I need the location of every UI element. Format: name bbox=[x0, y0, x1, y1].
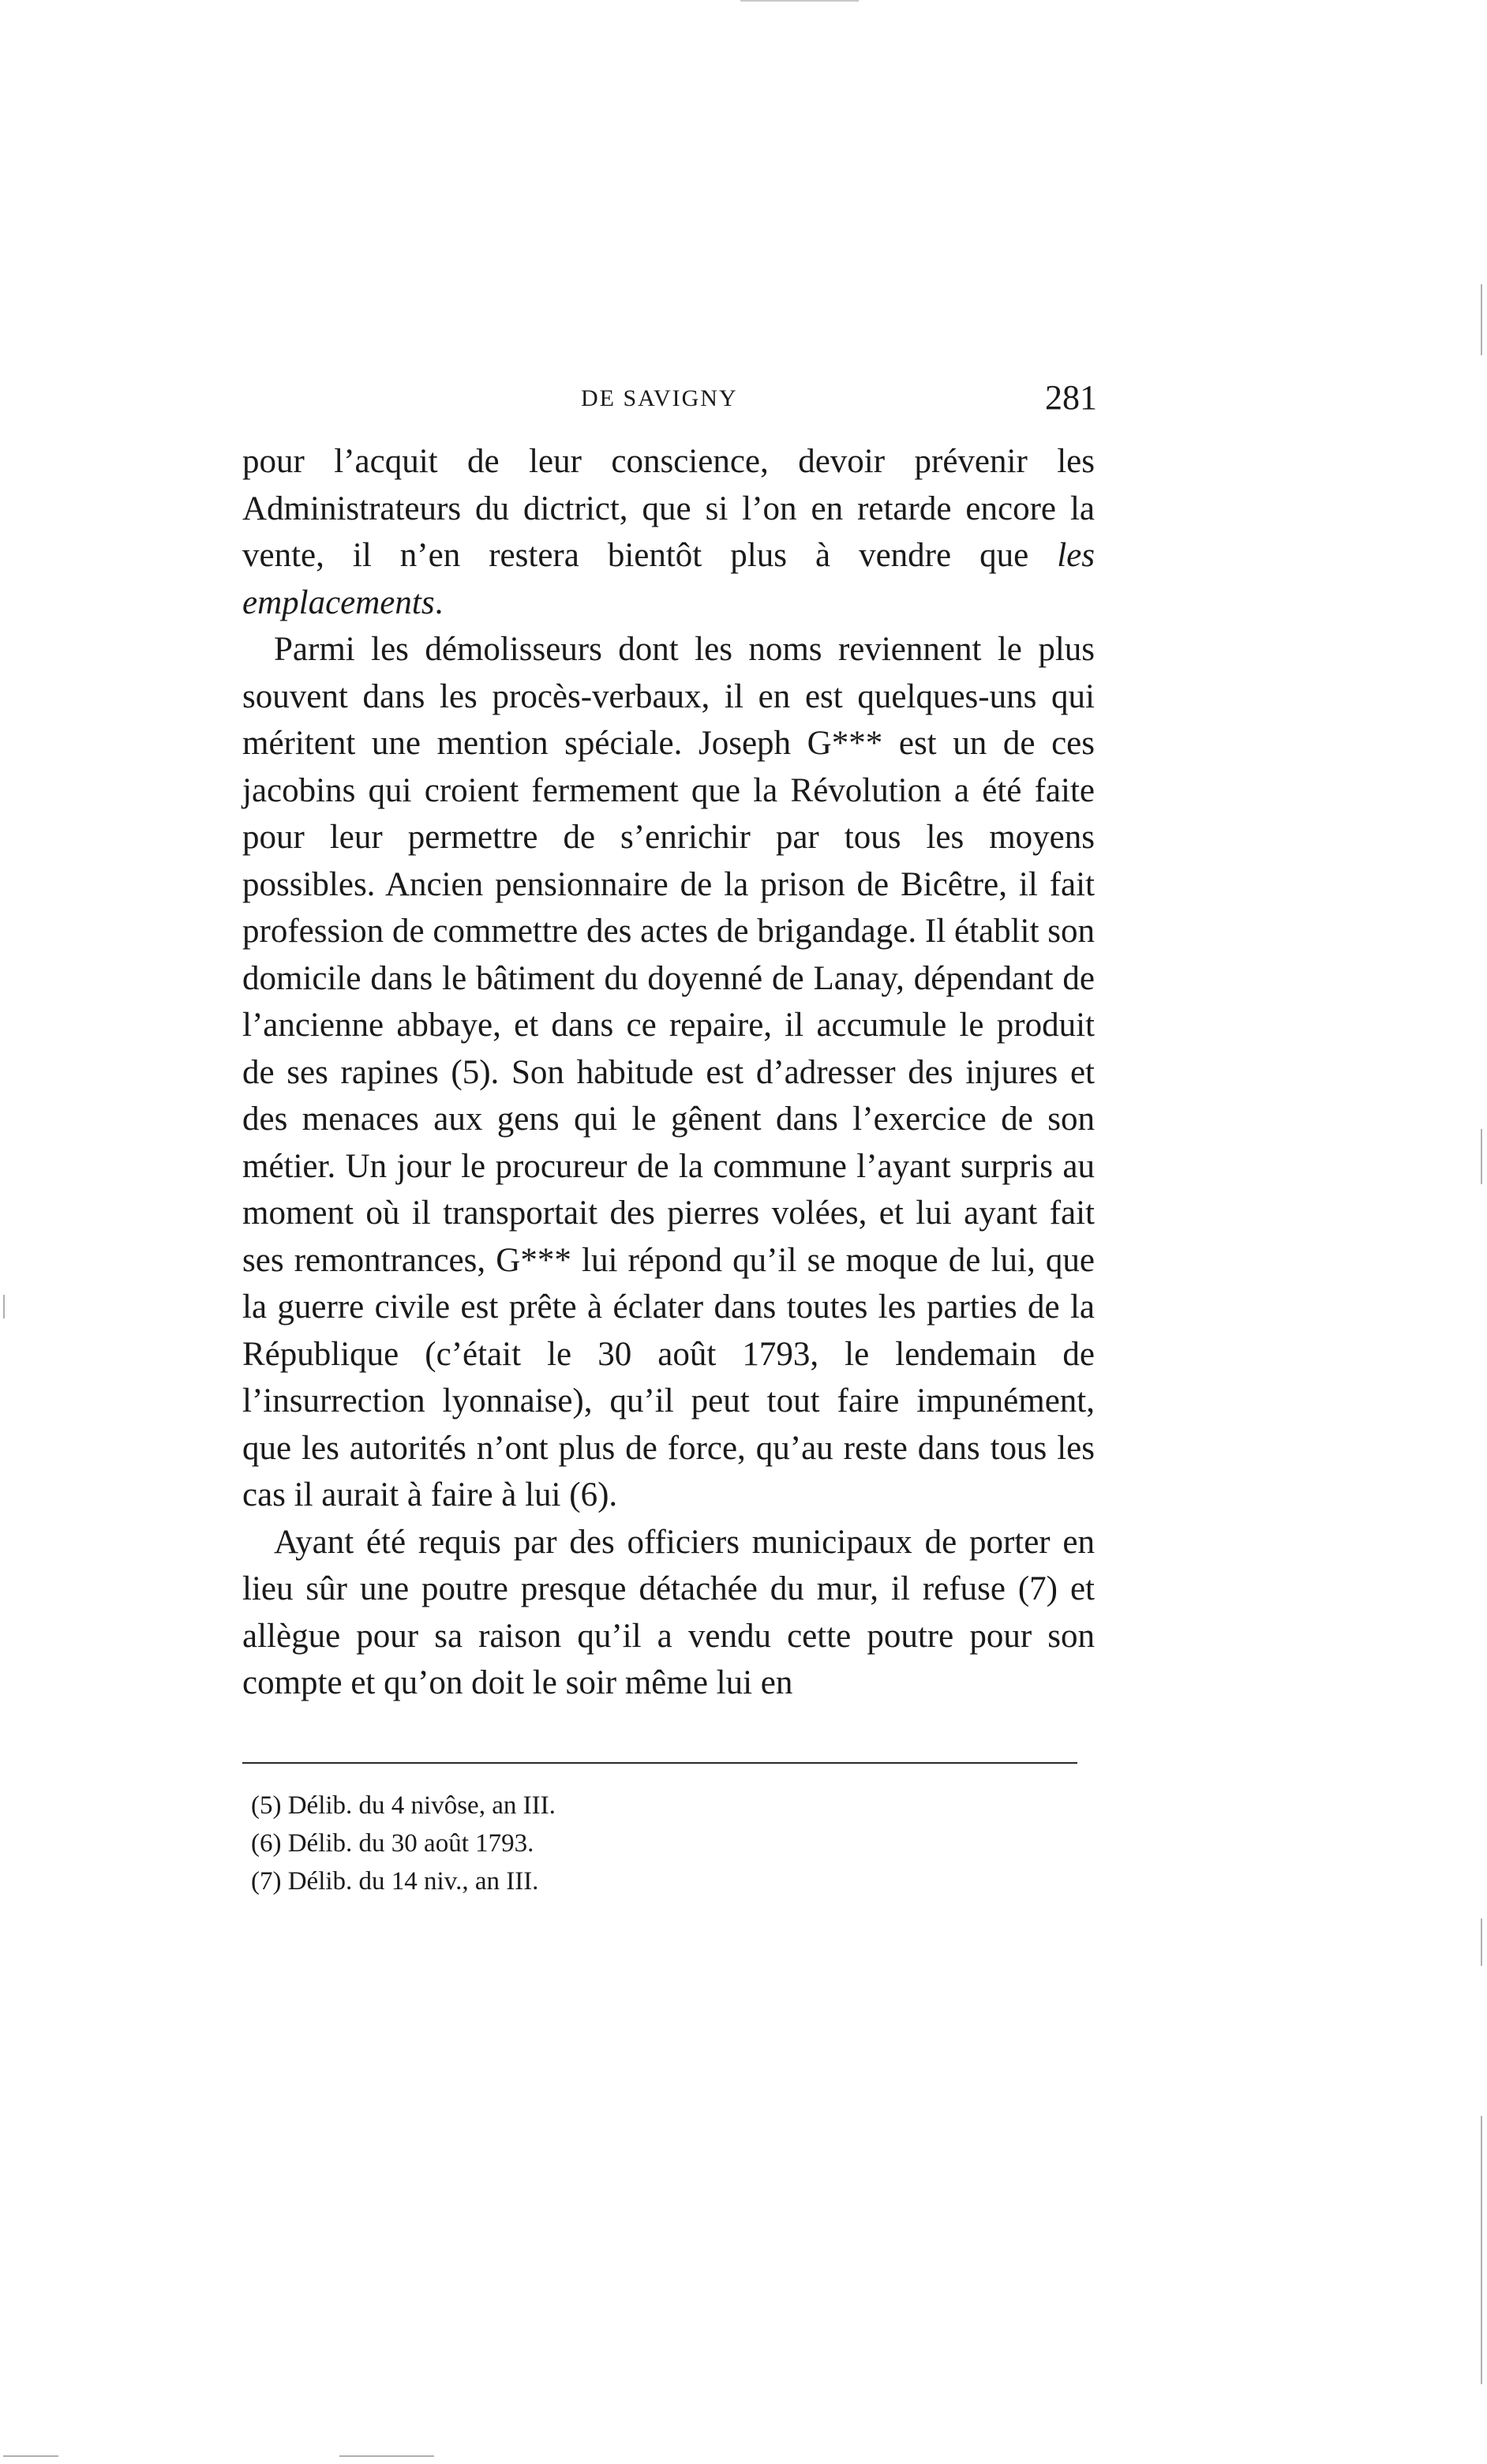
paragraph-2: Parmi les démolisseurs dont les noms reviennent le plus souvent dans les procès-verbaux, il en est quelques-uns qui méritent une mention spéciale. Joseph G*** est un de ces jacobins qui croient fermement que la Révolution a été faite pour leur permettre de s’enrichir par tous les moyens possibles. Ancien pensionnaire de la prison de Bicêtre, il fait profession de commettre des actes de brigandage. Il établit son domicile dans le bâtiment du doyenné de Lanay, dépendant de l’ancienne abbaye, et dans ce repaire, il accumule le produit de ses rapines (5). Son habitude est d’adresser des injures et des menaces aux gens qui le gênent dans l’exercice de son métier. Un jour le procureur de la commune l’ayant surpris au moment où il transportait des pierres volées, et lui ayant fait ses remontrances, G*** lui répond qu’il se moque de lui, que la guerre civile est prête à éclater dans toutes les parties de la République (c’était le 30 août 1793, le lendemain de l’insurrection lyonnaise), qu’il peut tout faire impunément, que les autorités n’ont plus de force, qu’au reste dans tous les cas il aurait à faire à lui (6). bbox=[242, 631, 1095, 1513]
scan-edge-mark bbox=[1481, 2116, 1482, 2384]
paragraph-3: Ayant été requis par des officiers municipaux de porter en lieu sûr une poutre presque détachée du mur, il refuse (7) et allègue pour sa raison qu’il a vendu cette poutre pour son compte et qu’on doit le soir même lui en bbox=[242, 1523, 1095, 1701]
footnotes bbox=[251, 1787, 556, 1900]
scan-edge-mark bbox=[1481, 1129, 1482, 1184]
scan-edge-mark bbox=[339, 2455, 434, 2457]
paragraph-1-text: pour l’acquit de leur conscience, devoir prévenir les Administrateurs du dictrict, que si l’on en retarde encore la vente, il n’en restera bientôt plus à vendre que bbox=[242, 443, 1095, 574]
footnote-5: (5) Délib. du 4 nivôse, an III. bbox=[251, 1791, 556, 1820]
scan-edge-mark bbox=[1481, 1918, 1482, 1966]
body-text bbox=[242, 438, 1095, 1707]
scan-edge-mark bbox=[3, 2455, 58, 2457]
footnote-7: (7) Délib. du 14 niv., an III. bbox=[251, 1867, 539, 1896]
footnote-separator bbox=[242, 1762, 1077, 1764]
footnote-6: (6) Délib. du 30 août 1793. bbox=[251, 1829, 534, 1858]
scan-edge-mark bbox=[1481, 284, 1482, 355]
paragraph-1-end: . bbox=[434, 583, 444, 621]
paragraph-1 bbox=[242, 438, 1095, 626]
running-title: DE SAVIGNY bbox=[581, 385, 738, 411]
page-number: 281 bbox=[1045, 378, 1097, 417]
paragraph-1-italic: les emplacements bbox=[242, 537, 1095, 621]
scan-edge-mark bbox=[740, 0, 859, 2]
scan-edge-mark bbox=[3, 1295, 5, 1318]
running-header bbox=[245, 377, 1097, 425]
